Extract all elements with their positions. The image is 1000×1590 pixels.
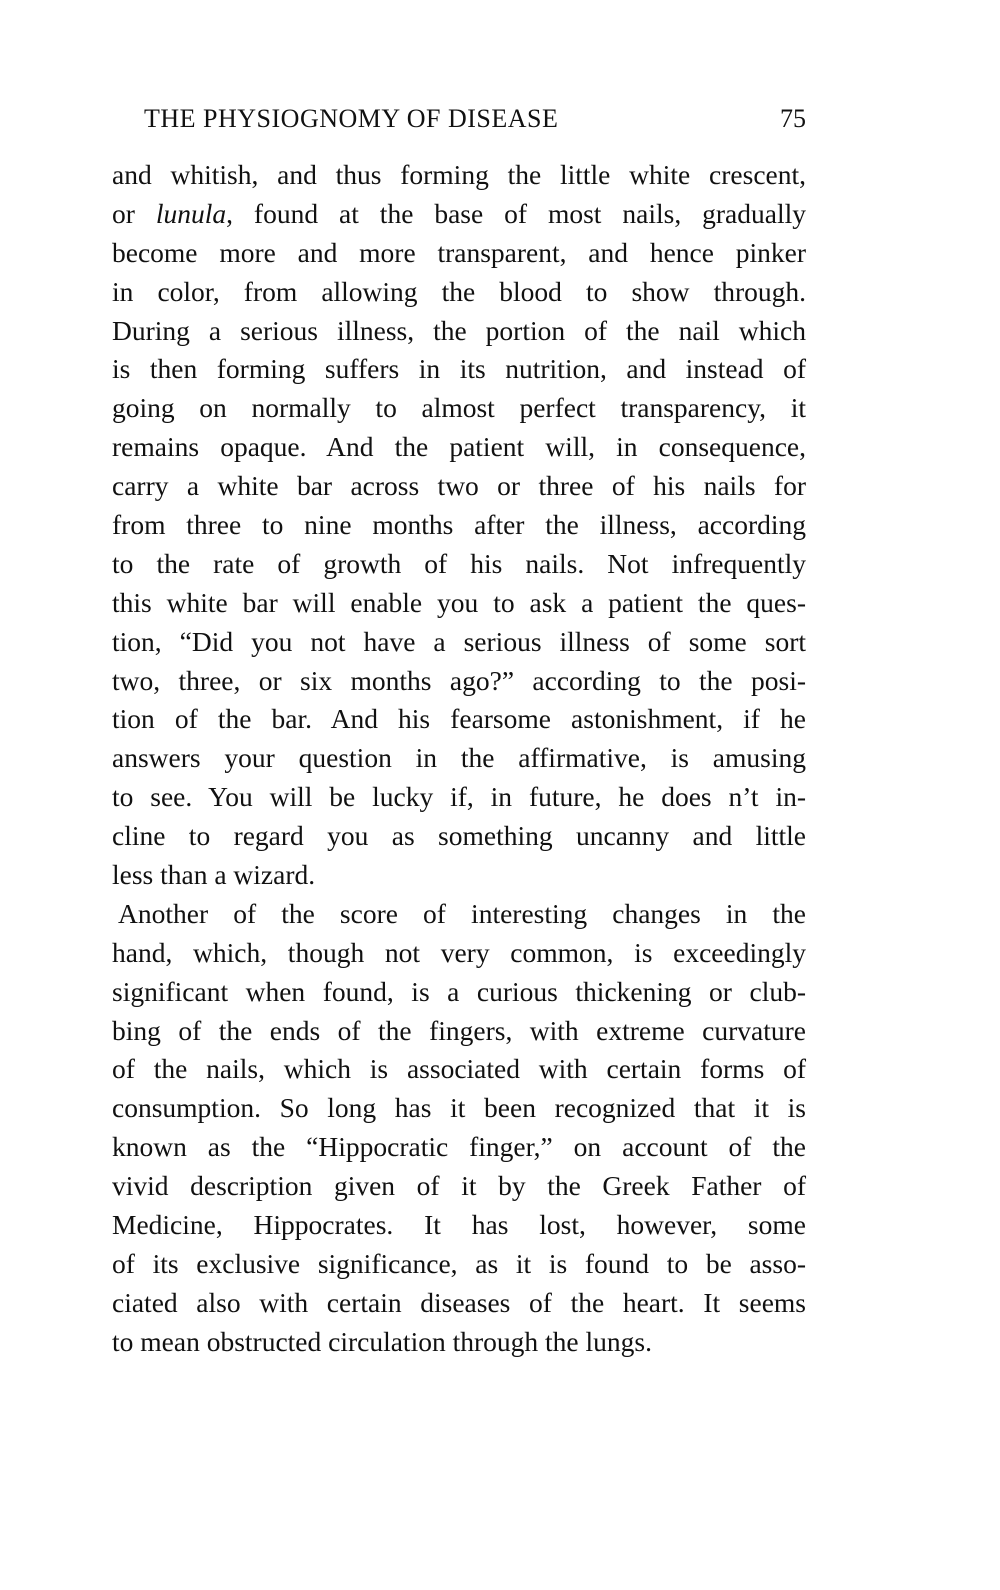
text-line: cline to regard you as something uncanny and little xyxy=(112,820,806,852)
text-line: to see. You will be lucky if, in future, he does n’t in- xyxy=(112,781,806,813)
running-head xyxy=(112,104,806,138)
paragraph xyxy=(112,156,806,895)
text-line: tion, “Did you not have a serious illness of some sort xyxy=(112,625,806,657)
text-line: to the rate of growth of his nails. Not infrequently xyxy=(112,547,806,579)
text-line: tion of the bar. And his fearsome astonishment, if he xyxy=(112,703,806,735)
text-line: of the nails, which is associated with certain forms of xyxy=(112,1053,806,1085)
running-title: THE PHYSIOGNOMY OF DISEASE xyxy=(144,104,559,133)
text-line: bing of the ends of the fingers, with extreme curvature xyxy=(112,1014,806,1046)
page-number: 75 xyxy=(780,104,806,133)
text-line: become more and more transparent, and hence pinker xyxy=(112,236,806,268)
text-line: and whitish, and thus forming the little white crescent, xyxy=(112,159,806,190)
text-line: this white bar will enable you to ask a patient the ques- xyxy=(112,586,806,618)
text-line: going on normally to almost perfect transparency, it xyxy=(112,392,806,424)
text-line: is then forming suffers in its nutrition, and instead of xyxy=(112,353,806,385)
text-line: in color, from allowing the blood to show through. xyxy=(112,275,806,307)
text-line: Another of the score of interesting changes in the xyxy=(118,897,806,929)
text-line: vivid description given of it by the Greek Father of xyxy=(112,1170,806,1202)
text-line: significant when found, is a curious thickening or club- xyxy=(112,975,806,1007)
text-line: consumption. So long has it been recognized that it is xyxy=(112,1092,806,1124)
text-line: of its exclusive significance, as it is found to be asso- xyxy=(112,1247,806,1279)
text-line: from three to nine months after the illness, according xyxy=(112,509,806,541)
text-line: known as the “Hippocratic finger,” on account of the xyxy=(112,1131,806,1163)
italic-term: lunula xyxy=(155,197,227,229)
text-line: remains opaque. And the patient will, in consequence, xyxy=(112,431,806,463)
text-line: less than a wizard. xyxy=(112,859,316,891)
text-line: Medicine, Hippocrates. It has lost, however, some xyxy=(112,1209,806,1241)
text-line: or lunula, found at the base of most nails, gradually xyxy=(112,197,806,229)
text-line: During a serious illness, the portion of the nail which xyxy=(112,314,806,346)
text-line: carry a white bar across two or three of his nails for xyxy=(112,470,806,502)
text-line: two, three, or six months ago?” according to the posi- xyxy=(112,664,806,696)
paragraph xyxy=(112,895,806,1362)
text-line: hand, which, though not very common, is exceedingly xyxy=(112,936,806,968)
text-line: to mean obstructed circulation through the lungs. xyxy=(112,1325,652,1357)
text-line: ciated also with certain diseases of the heart. It seems xyxy=(112,1286,806,1318)
body-text xyxy=(112,156,806,1362)
text-line: answers your question in the affirmative, is amusing xyxy=(112,742,806,774)
